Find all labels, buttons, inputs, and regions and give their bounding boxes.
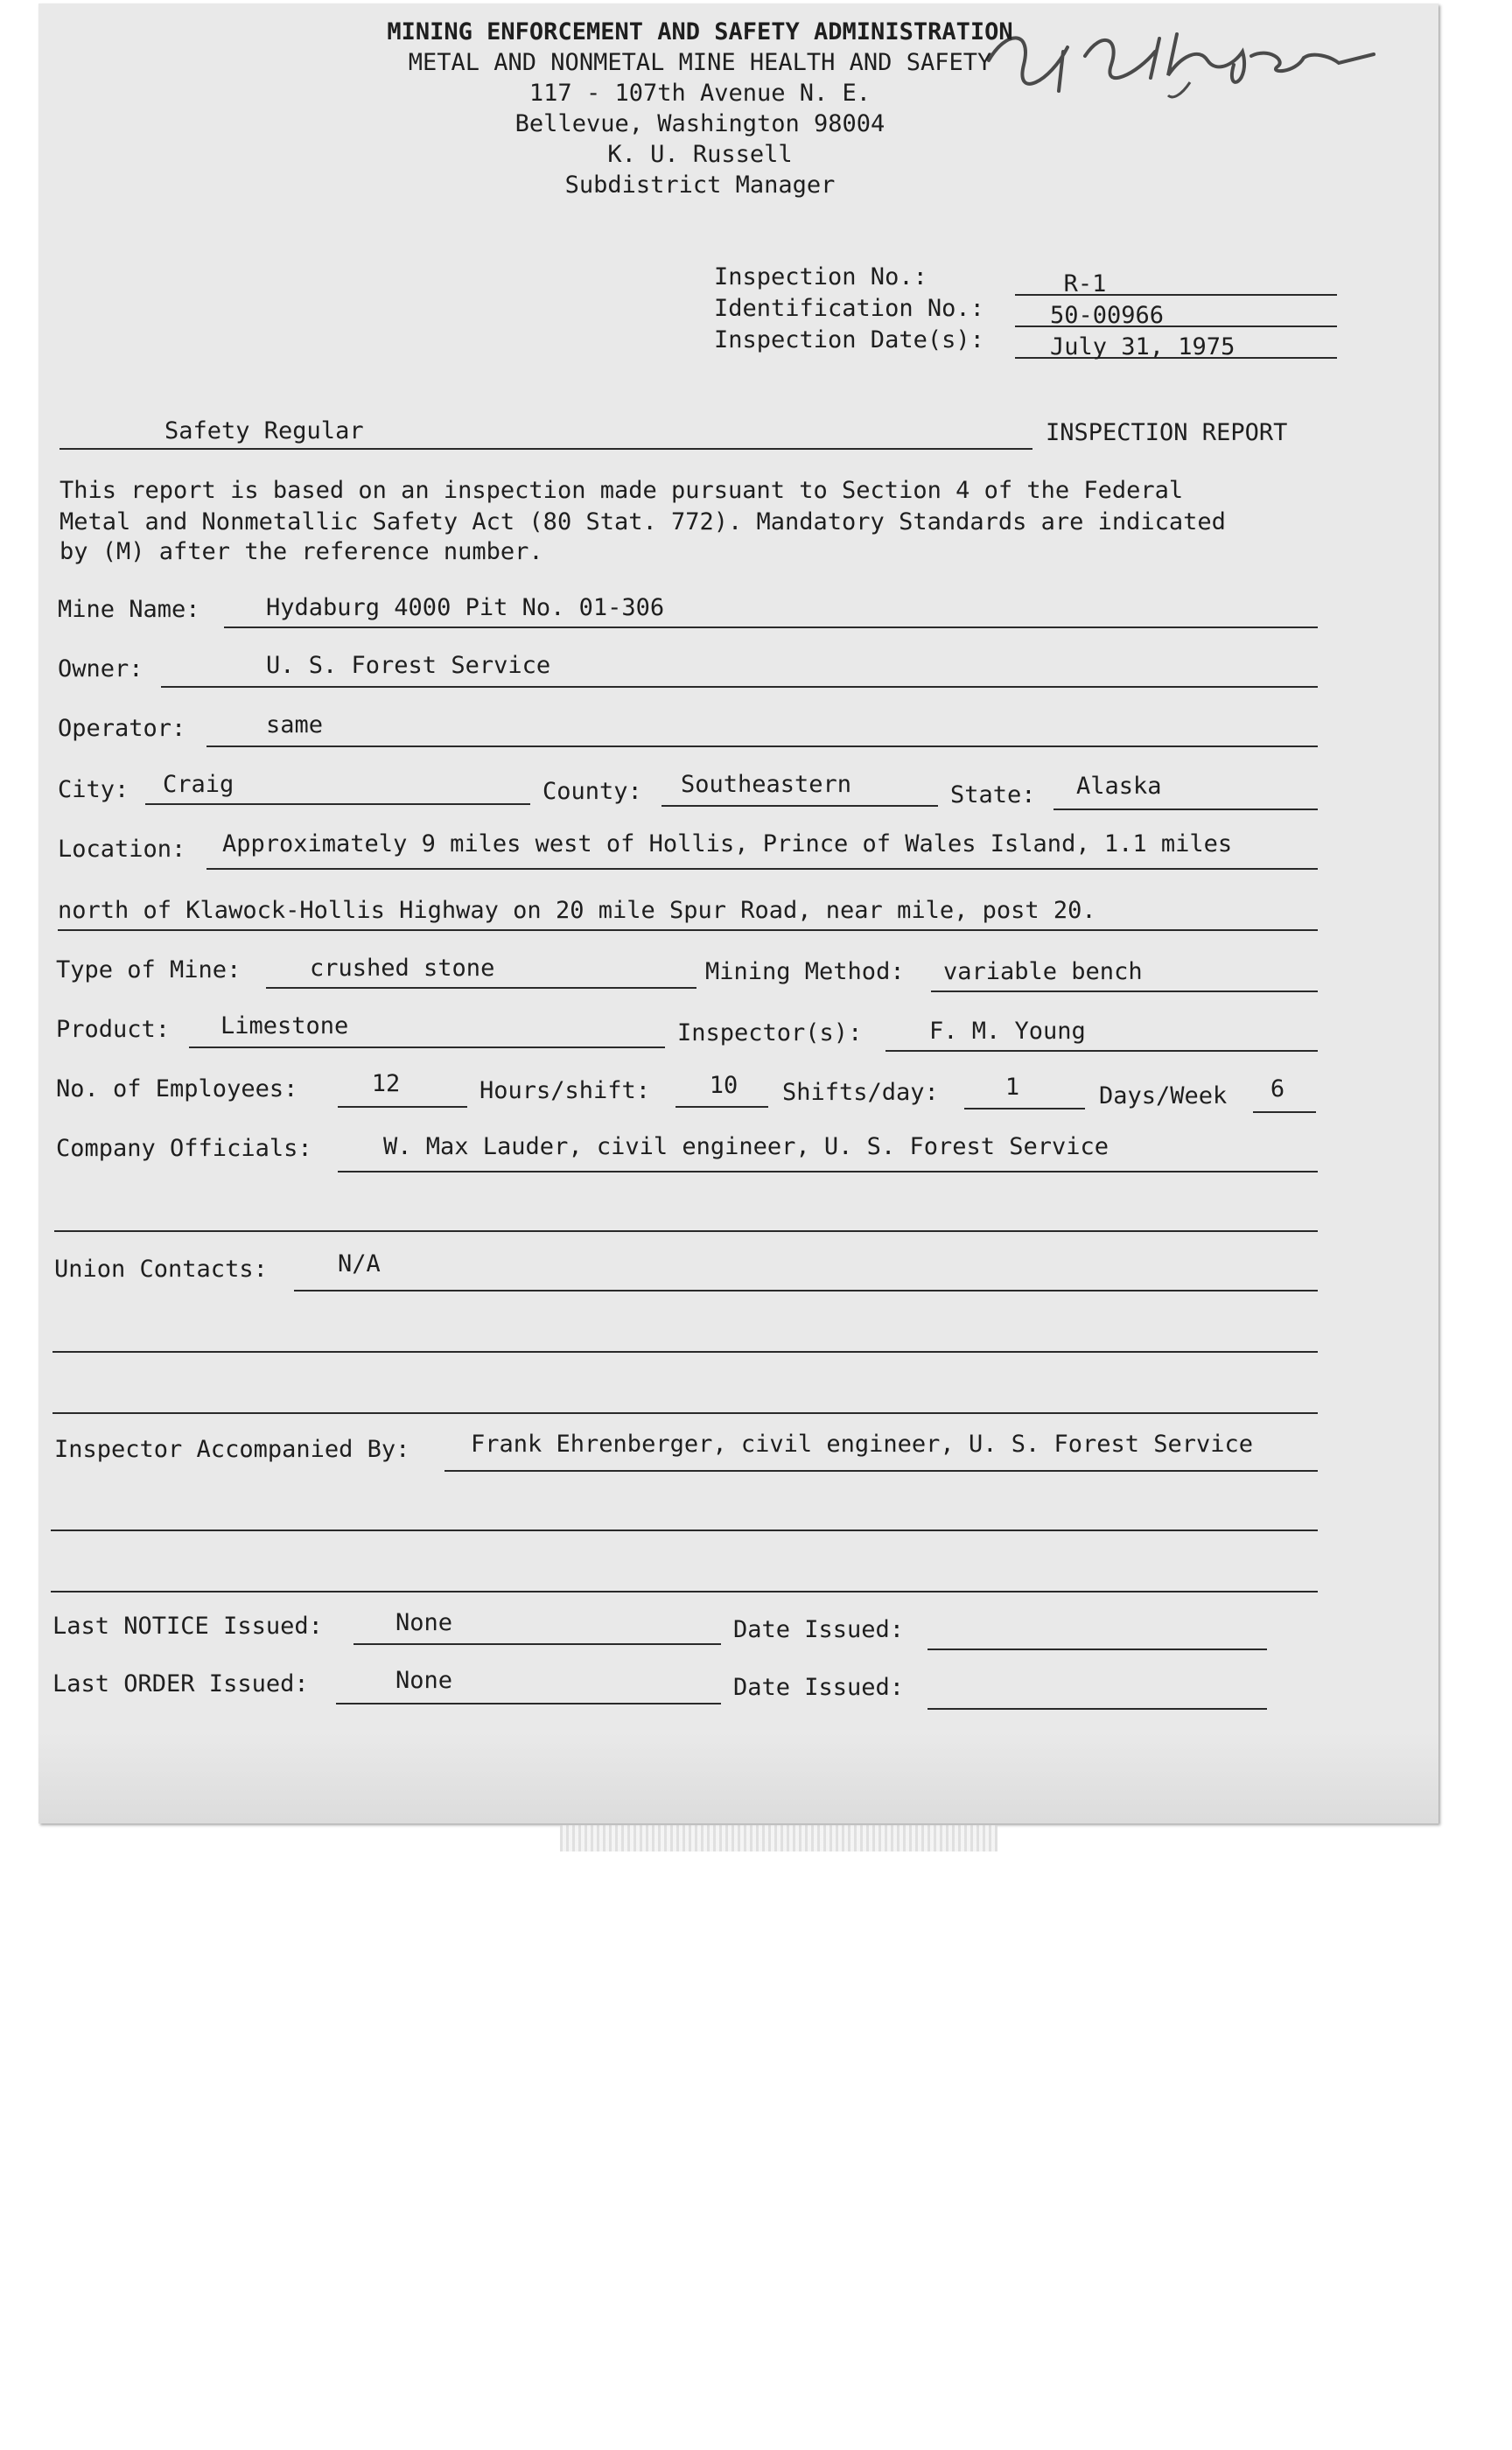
- inspectors-line: [886, 1050, 1318, 1052]
- owner-line: [161, 686, 1318, 688]
- hours-per-shift-line: [676, 1106, 768, 1108]
- accompanied-by-label: Inspector Accompanied By:: [54, 1436, 410, 1463]
- union-contacts-line-1: [294, 1290, 1318, 1292]
- operator-line: [206, 746, 1318, 747]
- owner-label: Owner:: [58, 655, 144, 682]
- product-line: [189, 1046, 665, 1048]
- agency-name: MINING ENFORCEMENT AND SAFETY ADMINISTRATION: [387, 18, 1013, 46]
- days-per-week-value: 6: [1270, 1075, 1285, 1102]
- employees-label: No. of Employees:: [56, 1075, 298, 1102]
- union-contacts-line-2: [52, 1351, 1318, 1353]
- employees-line: [338, 1106, 467, 1108]
- report-type-line: [60, 448, 1032, 450]
- type-of-mine-label: Type of Mine:: [56, 956, 242, 984]
- report-type-value: Safety Regular: [164, 417, 364, 444]
- last-notice-line: [354, 1643, 721, 1645]
- manager-name: K. U. Russell: [607, 141, 793, 168]
- product-label: Product:: [56, 1016, 171, 1043]
- mine-name-value: Hydaburg 4000 Pit No. 01-306: [266, 594, 665, 621]
- inspectors-value: F. M. Young: [929, 1018, 1086, 1045]
- last-order-line: [336, 1703, 721, 1704]
- intro-line-1: This report is based on an inspection made pursuant to Section 4 of the Federal: [60, 477, 1184, 504]
- inspection-date-label: Inspection Date(s):: [714, 326, 984, 354]
- last-notice-value: None: [396, 1609, 453, 1636]
- last-order-value: None: [396, 1667, 453, 1694]
- division-name: METAL AND NONMETAL MINE HEALTH AND SAFETY: [408, 49, 992, 76]
- operator-label: Operator:: [58, 715, 186, 742]
- identification-no-value: 50-00966: [1050, 302, 1165, 329]
- notice-date-label: Date Issued:: [733, 1616, 905, 1643]
- company-officials-line-1: [338, 1171, 1318, 1172]
- location-value-2: north of Klawock-Hollis Highway on 20 mile Spur Road, near mile, post 20.: [58, 897, 1096, 924]
- county-line: [662, 805, 938, 807]
- city-line: [145, 803, 530, 805]
- office-city: Bellevue, Washington 98004: [514, 110, 886, 137]
- order-date-line: [928, 1708, 1267, 1710]
- operator-value: same: [266, 711, 324, 738]
- inspection-date-value: July 31, 1975: [1050, 333, 1236, 360]
- mining-method-line: [931, 990, 1318, 992]
- county-label: County:: [542, 778, 642, 805]
- accompanied-by-line-1: [444, 1470, 1318, 1472]
- accompanied-by-line-3: [51, 1591, 1318, 1592]
- state-value: Alaska: [1076, 773, 1162, 800]
- union-contacts-line-3: [52, 1412, 1318, 1414]
- days-per-week-line: [1253, 1111, 1316, 1113]
- identification-no-label: Identification No.:: [714, 295, 984, 322]
- report-title: INSPECTION REPORT: [1046, 419, 1288, 446]
- state-line: [1054, 808, 1318, 810]
- inspection-no-value: R-1: [1063, 270, 1107, 298]
- accompanied-by-value: Frank Ehrenberger, civil engineer, U. S. Forest Service: [471, 1431, 1254, 1458]
- shifts-per-day-value: 1: [1004, 1074, 1020, 1101]
- employees-value: 12: [371, 1070, 401, 1097]
- shifts-per-day-line: [964, 1108, 1085, 1110]
- order-date-label: Date Issued:: [733, 1674, 905, 1701]
- county-value: Southeastern: [681, 771, 852, 798]
- type-of-mine-value: crushed stone: [310, 955, 495, 982]
- company-officials-label: Company Officials:: [56, 1135, 312, 1162]
- scan-artifact-strip: [560, 1825, 998, 1852]
- office-street: 117 - 107th Avenue N. E.: [528, 80, 872, 107]
- intro-line-3: by (M) after the reference number.: [60, 538, 543, 565]
- last-notice-label: Last NOTICE Issued:: [52, 1613, 323, 1640]
- company-officials-value: W. Max Lauder, civil engineer, U. S. Forest Service: [383, 1133, 1110, 1160]
- owner-value: U. S. Forest Service: [266, 652, 551, 679]
- intro-line-2: Metal and Nonmetallic Safety Act (80 Stat. 772). Mandatory Standards are indicated: [60, 508, 1226, 536]
- location-label: Location:: [58, 836, 186, 863]
- mining-method-value: variable bench: [943, 958, 1143, 985]
- hours-per-shift-value: 10: [709, 1072, 738, 1099]
- union-contacts-value: N/A: [338, 1250, 381, 1278]
- notice-date-line: [928, 1648, 1267, 1650]
- manager-title: Subdistrict Manager: [564, 172, 836, 199]
- product-value: Limestone: [220, 1012, 349, 1040]
- location-line-2: [58, 929, 1318, 931]
- state-label: State:: [950, 781, 1036, 808]
- city-label: City:: [58, 776, 130, 803]
- union-contacts-label: Union Contacts:: [54, 1256, 268, 1283]
- inspectors-label: Inspector(s):: [677, 1019, 863, 1046]
- accompanied-by-line-2: [51, 1530, 1318, 1531]
- page-bottom-shade: [38, 1732, 1438, 1824]
- mine-name-line: [224, 626, 1318, 628]
- last-order-label: Last ORDER Issued:: [52, 1670, 309, 1698]
- type-of-mine-line: [266, 987, 696, 989]
- mine-name-label: Mine Name:: [58, 596, 200, 623]
- days-per-week-label: Days/Week: [1099, 1082, 1228, 1110]
- location-line-1: [206, 868, 1318, 870]
- company-officials-line-2: [54, 1230, 1318, 1232]
- location-value-1: Approximately 9 miles west of Hollis, Prince of Wales Island, 1.1 miles: [222, 830, 1233, 858]
- mining-method-label: Mining Method:: [705, 958, 905, 985]
- hours-per-shift-label: Hours/shift:: [480, 1077, 651, 1104]
- inspection-no-label: Inspection No.:: [714, 263, 928, 290]
- city-value: Craig: [163, 771, 234, 798]
- shifts-per-day-label: Shifts/day:: [782, 1079, 939, 1106]
